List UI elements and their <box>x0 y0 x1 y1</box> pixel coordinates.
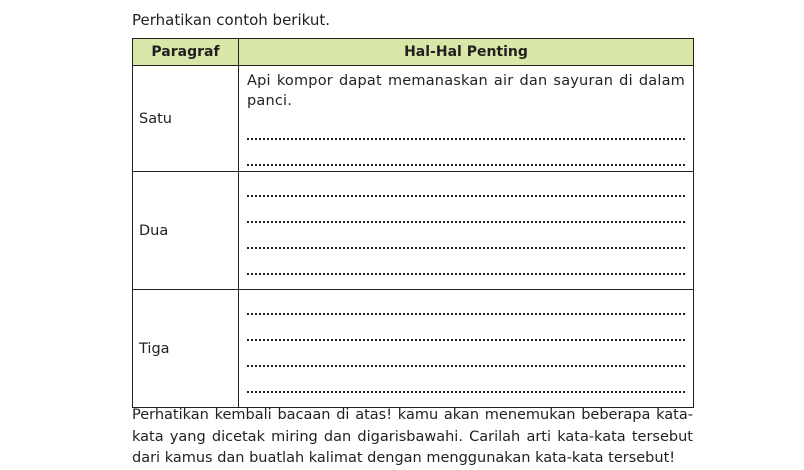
example-sentence: Api kompor dapat memanaskan air dan sayuran di dalam panci. <box>247 73 685 109</box>
key-points-table <box>132 38 694 408</box>
row-content-satu <box>239 66 694 172</box>
answer-line[interactable] <box>247 346 685 367</box>
table-row <box>133 290 694 408</box>
answer-line[interactable] <box>247 294 685 315</box>
answer-line[interactable] <box>247 145 685 166</box>
intro-text: Perhatikan contoh berikut. <box>132 11 331 29</box>
header-paragraf: Paragraf <box>133 39 239 66</box>
answer-line[interactable] <box>247 202 685 223</box>
answer-line[interactable] <box>247 372 685 393</box>
table-row <box>133 66 694 172</box>
answer-line[interactable] <box>247 254 685 275</box>
table-row <box>133 172 694 290</box>
answer-line[interactable] <box>247 176 685 197</box>
row-label-satu: Satu <box>133 66 239 172</box>
header-hal-penting: Hal-Hal Penting <box>239 39 694 66</box>
row-content-dua <box>239 172 694 290</box>
row-content-tiga <box>239 290 694 408</box>
row-label-tiga: Tiga <box>133 290 239 408</box>
instruction-text: Perhatikan kembali bacaan di atas! kamu akan menemukan beberapa kata-kata yang dicetak miring dan digarisbawahi. Carilah arti kata-kata tersebut dari kamus dan buatlah kalimat dengan menggunakan kata-kata tersebut! <box>132 407 693 466</box>
answer-line[interactable] <box>247 320 685 341</box>
answer-line[interactable] <box>247 119 685 140</box>
answer-line[interactable] <box>247 228 685 249</box>
table-header-row <box>133 39 694 66</box>
row-label-dua: Dua <box>133 172 239 290</box>
